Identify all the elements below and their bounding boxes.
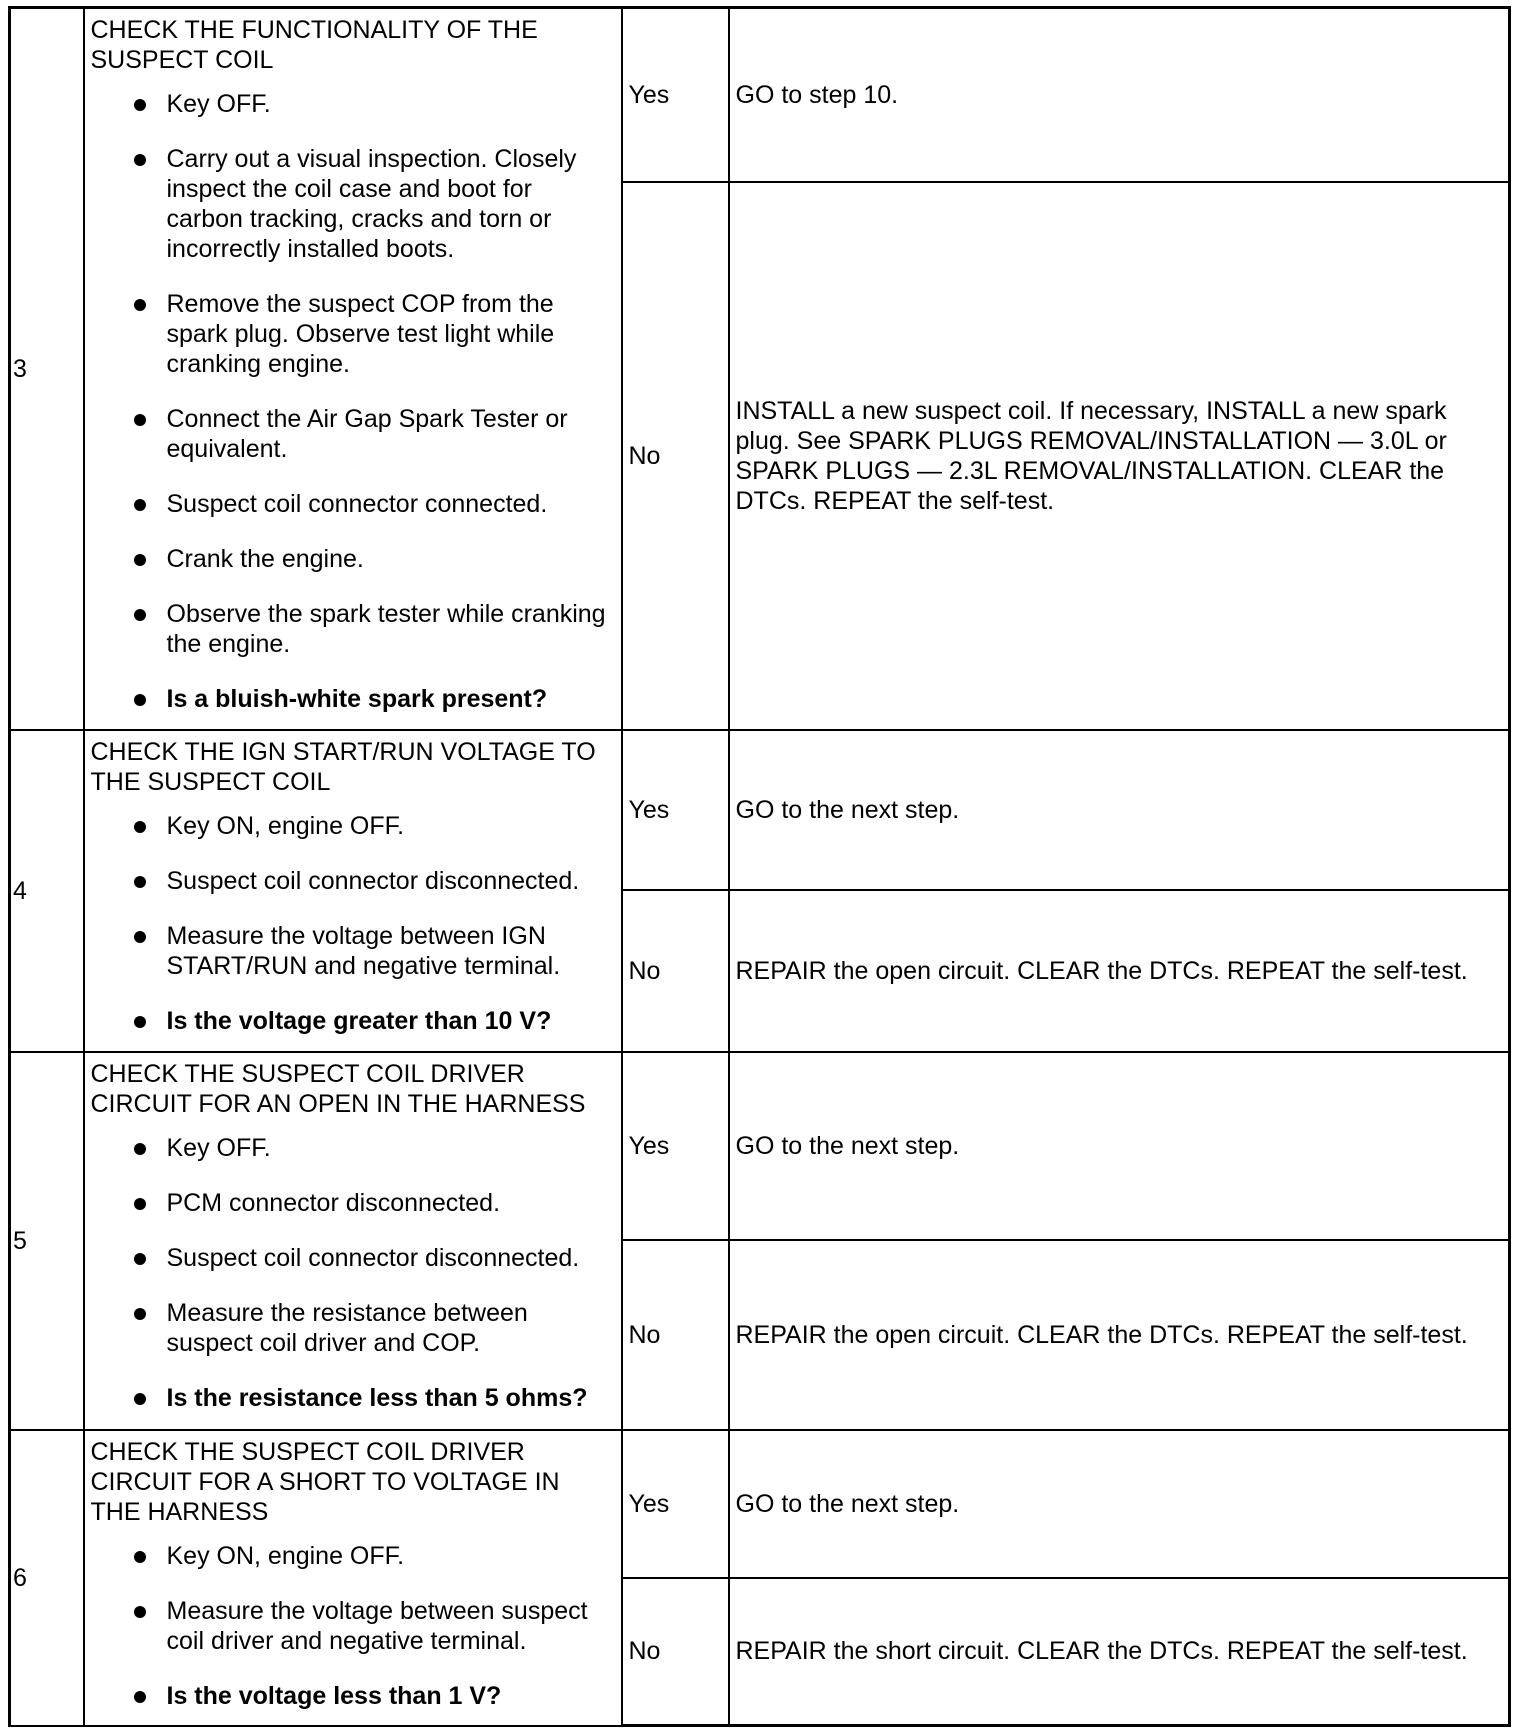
- step-action-cell: [84, 1430, 622, 1726]
- result-no: REPAIR the open circuit. CLEAR the DTCs. REPEAT the self-test.: [729, 890, 1510, 1052]
- answer-yes: Yes: [622, 730, 729, 890]
- test-action-list: [91, 1541, 609, 1711]
- test-action-item: Suspect coil connector disconnected.: [167, 866, 609, 896]
- test-question: Is a bluish-white spark present?: [167, 684, 609, 714]
- result-yes: GO to step 10.: [729, 8, 1510, 182]
- result-no: REPAIR the short circuit. CLEAR the DTCs. REPEAT the self-test.: [729, 1578, 1510, 1726]
- answer-yes: Yes: [622, 1052, 729, 1240]
- test-action-item: Measure the resistance between suspect coil driver and COP.: [167, 1298, 609, 1358]
- test-action-item: Connect the Air Gap Spark Tester or equivalent.: [167, 404, 609, 464]
- step-title: CHECK THE FUNCTIONALITY OF THE SUSPECT COIL: [90, 16, 538, 74]
- answer-yes: Yes: [622, 8, 729, 182]
- test-action-item: Key ON, engine OFF.: [167, 1541, 609, 1571]
- test-action-item: Suspect coil connector disconnected.: [167, 1243, 609, 1273]
- test-action-item: Carry out a visual inspection. Closely inspect the coil case and boot for carbon tracking, cracks and torn or incorrectly installed boots.: [167, 144, 609, 264]
- answer-no: No: [622, 1240, 729, 1430]
- step-number: 6: [10, 1430, 84, 1726]
- result-yes: GO to the next step.: [729, 1430, 1510, 1578]
- step-6-yes-row: [10, 1430, 1510, 1578]
- test-question: Is the resistance less than 5 ohms?: [167, 1383, 609, 1413]
- answer-no: No: [622, 1578, 729, 1726]
- result-yes: GO to the next step.: [729, 730, 1510, 890]
- step-title: CHECK THE SUSPECT COIL DRIVER CIRCUIT FOR AN OPEN IN THE HARNESS: [90, 1059, 586, 1118]
- step-5-yes-row: [10, 1052, 1510, 1240]
- step-title: CHECK THE IGN START/RUN VOLTAGE TO THE SUSPECT COIL: [90, 737, 596, 796]
- test-question: Is the voltage less than 1 V?: [167, 1681, 609, 1711]
- step-number: 4: [10, 730, 84, 1052]
- step-action-cell: [84, 730, 622, 1052]
- result-no: INSTALL a new suspect coil. If necessary, INSTALL a new spark plug. See SPARK PLUGS REMOVAL/INSTALLATION — 3.0L or SPARK PLUGS — 2.3L REMOVAL/INSTALLATION. CLEAR the DTCs. REPEAT the self-test.: [729, 182, 1510, 730]
- test-action-list: [91, 811, 609, 1036]
- test-action-item: Observe the spark tester while cranking the engine.: [167, 599, 609, 659]
- test-action-item: Remove the suspect COP from the spark plug. Observe test light while cranking engine.: [167, 289, 609, 379]
- test-action-item: Measure the voltage between suspect coil driver and negative terminal.: [167, 1596, 609, 1656]
- result-no: REPAIR the open circuit. CLEAR the DTCs. REPEAT the self-test.: [729, 1240, 1510, 1430]
- step-action-cell: [84, 1052, 622, 1430]
- test-action-item: Key ON, engine OFF.: [167, 811, 609, 841]
- test-action-list: [91, 89, 609, 714]
- test-question: Is the voltage greater than 10 V?: [167, 1006, 609, 1036]
- answer-no: No: [622, 890, 729, 1052]
- step-3-yes-row: [10, 8, 1510, 182]
- result-yes: GO to the next step.: [729, 1052, 1510, 1240]
- answer-yes: Yes: [622, 1430, 729, 1578]
- step-number: 5: [10, 1052, 84, 1430]
- test-action-item: Crank the engine.: [167, 544, 609, 574]
- test-action-item: Suspect coil connector connected.: [167, 489, 609, 519]
- answer-no: No: [622, 182, 729, 730]
- test-action-list: [91, 1133, 609, 1413]
- step-4-yes-row: [10, 730, 1510, 890]
- test-action-item: Measure the voltage between IGN START/RUN and negative terminal.: [167, 921, 609, 981]
- test-action-item: Key OFF.: [167, 89, 609, 119]
- step-action-cell: [84, 8, 622, 730]
- step-title: CHECK THE SUSPECT COIL DRIVER CIRCUIT FOR A SHORT TO VOLTAGE IN THE HARNESS: [90, 1437, 560, 1526]
- step-number: 3: [10, 8, 84, 730]
- test-action-item: PCM connector disconnected.: [167, 1188, 609, 1218]
- diagnostic-test-table: [8, 6, 1511, 1727]
- test-action-item: Key OFF.: [167, 1133, 609, 1163]
